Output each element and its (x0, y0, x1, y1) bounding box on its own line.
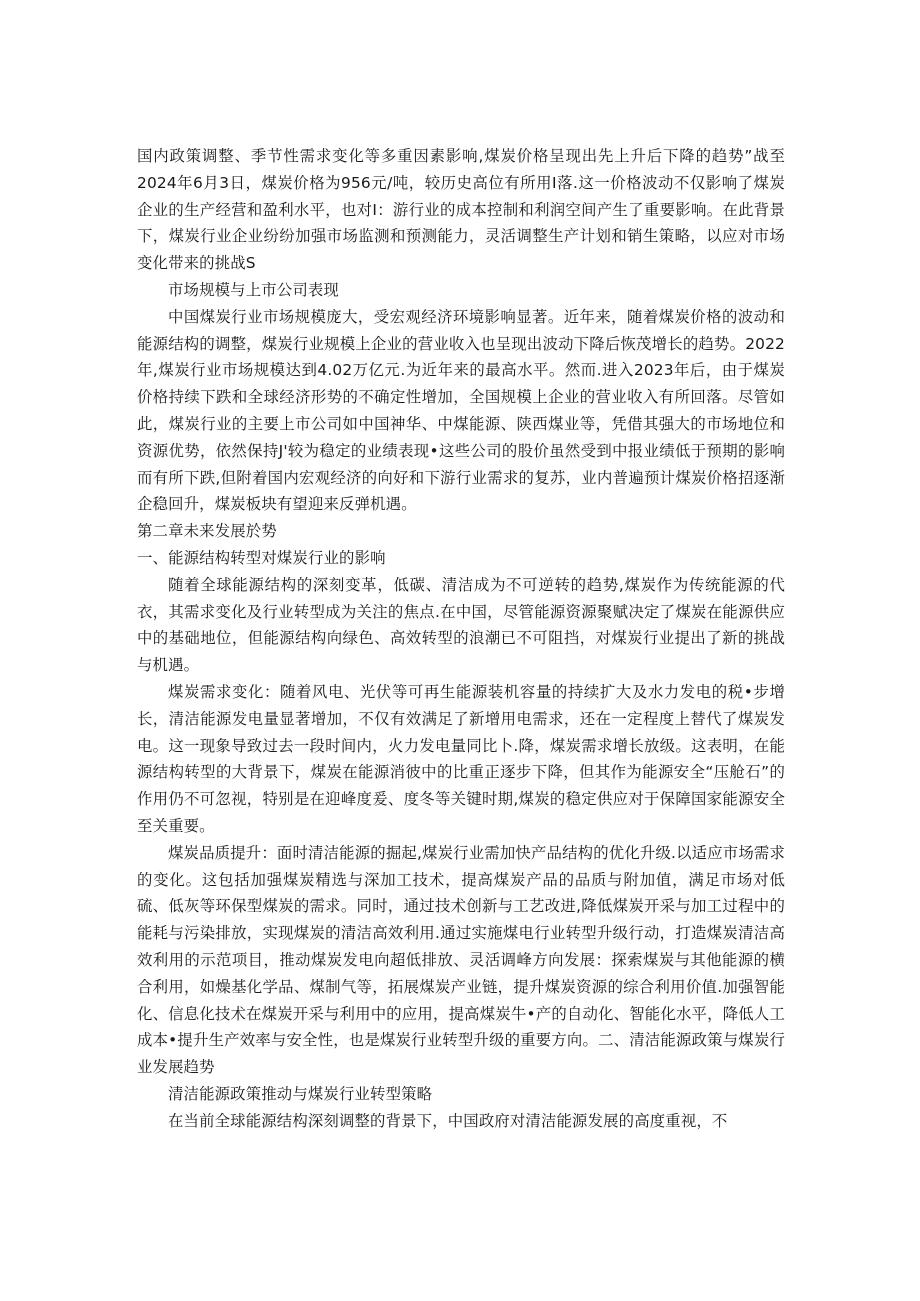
paragraph-market-scale: 中国煤炭行业市场规模庞大，受宏观经济环境影响显著。近年来，随着煤炭价格的波动和能源结构的调整，煤炭行业规模上企业的营业收入也呈现出波动下降后恢茂增长的趋势。2022年,煤炭行业市场规模达到4.02万亿元.为近年来的最高水平。然而.进入2023年后，由于煤炭价格持续下跌和全球经济形势的不确定性增加，全国规模上企业的营业收入有所回落。尽管如此，煤炭行业的主要上市公司如中国神华、中煤能源、陕西煤业等，凭借其强大的市场地位和资源优势，依然保持J'较为稳定的业绩表现•这些公司的股价虽然受到中报业绩低于预期的影响而有所下跌,但附着国内宏观经济的向好和下游行业需求的复苏，业内普遍预计煤炭价格招逐渐企稳回升，煤炭板块有望迎来反弹机遇。 (137, 307, 785, 514)
section-heading-clean-energy-policy: 清洁能源政策推动与煤炭行业转型策略 (168, 1084, 433, 1103)
paragraph-coal-demand: 煤炭需求变化：随着风电、光伏等可再生能源装机容量的持续扩大及水力发电的税•步增长，清洁能源发电量显著增加，不仅有效满足了新增用电需求，还在一定程度上替代了煤炭发电。这一现象导致过去一段时间内，火力发电量同比卜.降，煤炭需求增长放级。这表明，在能源结构转型的大背景下，煤炭在能源消彼中的比重正逐步下降，但其作为能源安全“压舱石”的作用仍不可忽视，特别是在迎峰度爰、度冬等关键时期,煤炭的稳定供应对于保障国家能源安全至关重要。 (137, 682, 785, 835)
paragraph-price-trend: 国内政策调整、季节性需求变化等多重因素影响,煤炭价格呈现出先上升后下降的趋势”战至2024年6月3日，煤炭价格为956元/吨，较历史高位有所用I落.这一价格波动不仅影响了煤炭企业的生产经营和盈利水平，也对I：游行业的成本控制和利润空间产生了重要影响。在此背景下，煤炭行业企业纷纷加强市场监测和预测能力，灵活调整生产计划和销生策略，以应对市场变化带来的挑战S (137, 147, 785, 273)
section-heading-market-scale: 市场规模与上市公司表现 (168, 280, 339, 299)
paragraph-energy-transition: 随着全球能源结构的深刻变革，低碳、清洁成为不可逆转的趋势,煤炭作为传统能源的代衣，其需求变化及行业转型成为关注的焦点.在中国，尽管能源资源聚赋决定了煤炭在能源供应中的基础地位，但能源结构向绿色、高效转型的浪潮已不可阻挡，对煤炭行业提出了新的挑战与机遇。 (137, 575, 785, 675)
chapter-heading: 第二章未来发展於势 (137, 522, 277, 541)
document-body (137, 143, 785, 1134)
paragraph-clean-energy-policy: 在当前全球能源结构深刻调整的背景下，中国政府对清洁能源发展的高度重视，不 (168, 1111, 728, 1130)
paragraph-coal-quality: 煤炭品质提升：面时清洁能源的掘起,煤炭行业需加快产品结构的优化升级.以适应市场需求的变化。这包括加强煤炭精选与深加工技术，提高煤炭产品的品质与附加值，满足市场对低硫、低灰等环保型煤炭的需求。同时，通过技术创新与工艺改进,降低煤炭开采与加工过程中的能耗与污染排放，实现煤炭的清洁高效利用.通过实施煤电行业转型升级行动，打造煤炭清洁高效利用的示范项目，推动煤炭发电向超低排放、灵活调峰方向发展：探索煤炭与其他能源的横合利用，如燥基化学品、煤制气等，拓展煤炭产业链，提升煤炭资源的综合利用价值.加强智能化、信息化技术在煤炭开采与利用中的应用，提高煤炭牛•产的自动化、智能化水平，降低人工成本•提升生产效率与安全性，也是煤炭行业转型升级的重要方向。二、清洁能源政策与煤炭行业发展趋势 (137, 843, 785, 1077)
section-heading-energy-transition: 一、能源结构转型对煤炭行业的影响 (137, 548, 386, 567)
